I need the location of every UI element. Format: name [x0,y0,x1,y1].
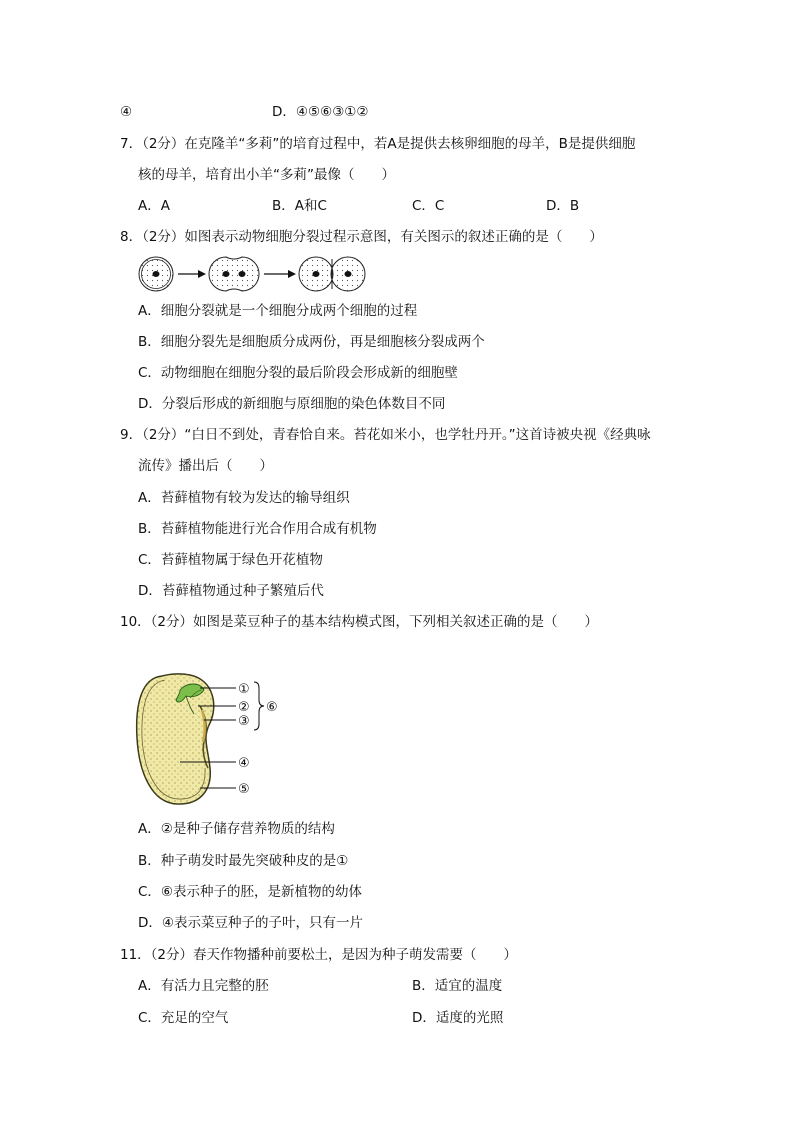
q7-stem-line2: 核的母羊，培育出小羊“多莉”最像（ ） [138,167,395,183]
bean-seed-diagram [132,668,302,808]
cell-stage-3 [299,257,365,291]
q10-option-a: A．②是种子储存营养物质的结构 [138,821,335,837]
label-3: ③ [238,714,250,729]
q6-option-d: D．④⑤⑥③①② [272,104,369,120]
q6-option-tail: ④ [120,104,133,120]
q11-option-c: C．充足的空气 [138,1010,229,1026]
cell-stage-2 [209,257,259,291]
q10-stem: 10．（2分）如图是菜豆种子的基本结构模式图，下列相关叙述正确的是（ ） [120,614,599,630]
q11-option-b: B．适宜的温度 [412,978,503,994]
q8-option-c: C．动物细胞在细胞分裂的最后阶段会形成新的细胞壁 [138,365,458,381]
brace-icon [254,682,264,730]
q8-option-d: D．分裂后形成的新细胞与原细胞的染色体数目不同 [138,396,446,412]
q9-option-a: A．苔藓植物有较为发达的输导组织 [138,490,350,506]
q11-option-a: A．有活力且完整的胚 [138,978,269,994]
q7-stem-line1: 7．（2分）在克隆羊“多莉”的培育过程中，若A是提供去核卵细胞的母羊，B是提供细胞 [120,136,636,152]
cell-division-diagram [136,254,376,294]
cell-stage-1 [139,257,173,291]
label-1: ① [238,682,250,697]
q11-option-d: D．适度的光照 [412,1010,504,1026]
q7-option-d: D．B [546,198,580,214]
label-6: ⑥ [266,700,278,715]
label-2: ② [238,700,250,715]
q10-option-b: B．种子萌发时最先突破种皮的是① [138,853,349,869]
bean-seed [137,674,214,804]
label-4: ④ [238,756,250,771]
q10-option-c: C．⑥表示种子的胚，是新植物的幼体 [138,884,363,900]
q7-option-b: B．A和C [272,198,327,214]
q9-option-b: B．苔藓植物能进行光合作用合成有机物 [138,521,377,537]
arrow-icon [264,270,296,278]
q9-stem-line1: 9．（2分）“白日不到处，青春恰自来。苔花如米小，也学牡丹开。”这首诗被央视《经典咏 [120,427,651,443]
q8-option-b: B．细胞分裂先是细胞质分成两份，再是细胞核分裂成两个 [138,334,485,350]
q8-option-a: A．细胞分裂就是一个细胞分成两个细胞的过程 [138,303,418,319]
q8-stem: 8．（2分）如图表示动物细胞分裂过程示意图，有关图示的叙述正确的是（ ） [120,229,603,245]
arrow-icon [178,270,206,278]
q9-option-d: D．苔藓植物通过种子繁殖后代 [138,583,324,599]
q7-option-a: A．A [138,198,170,214]
q10-option-d: D．④表示菜豆种子的子叶，只有一片 [138,915,363,931]
q7-option-c: C．C [412,198,445,214]
q9-option-c: C．苔藓植物属于绿色开花植物 [138,552,323,568]
q9-stem-line2: 流传》播出后（ ） [138,458,273,474]
q11-stem: 11．（2分）春天作物播种前要松土，是因为种子萌发需要（ ） [120,947,518,963]
label-5: ⑤ [238,782,250,797]
